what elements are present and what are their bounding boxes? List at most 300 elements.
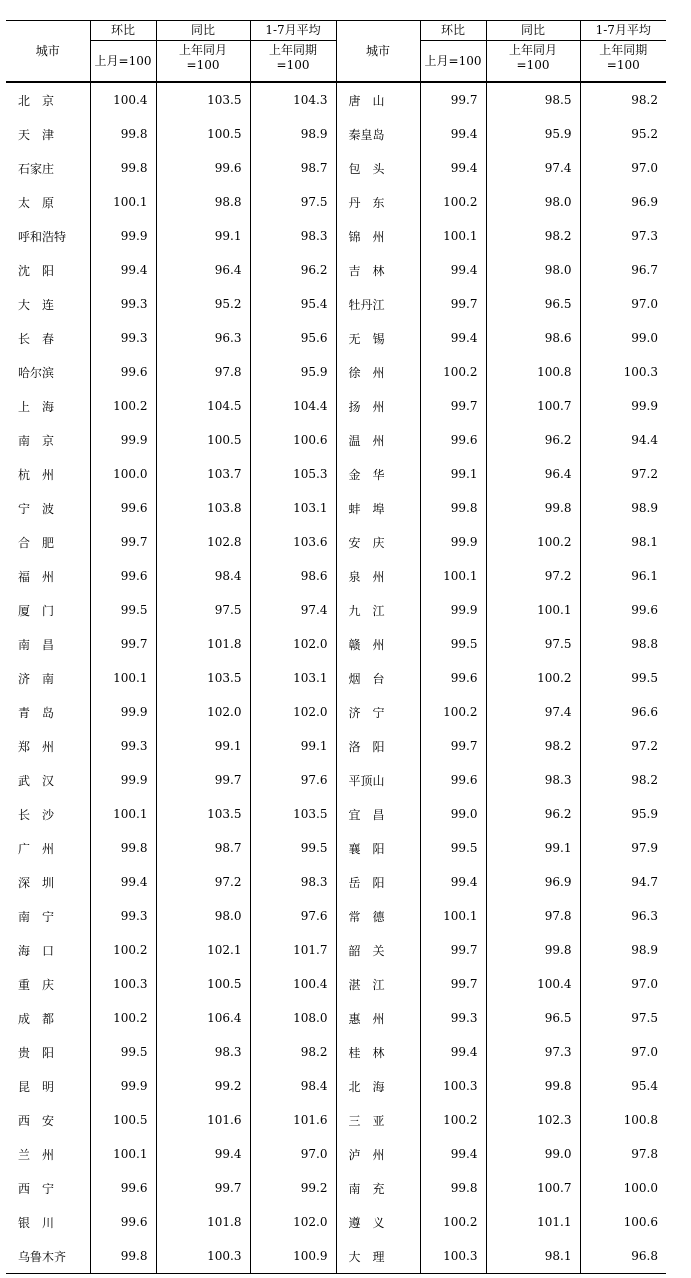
mom-value-right: 100.2	[420, 1205, 486, 1239]
avg-value-right: 98.1	[580, 525, 666, 559]
city-name-left: 北 京	[18, 93, 55, 108]
avg-base-line1: 上年同期	[599, 43, 648, 57]
city-name-right: 徐 州	[336, 355, 420, 389]
mom-value-right: 100.2	[420, 695, 486, 729]
avg-value-right: 97.0	[580, 287, 666, 321]
avg-value-right: 99.9	[580, 389, 666, 423]
city-name-left: 福 州	[18, 569, 55, 584]
avg-value-right: 97.0	[580, 151, 666, 185]
city-name-left: 广 州	[18, 841, 55, 856]
avg-value-right: 96.6	[580, 695, 666, 729]
mom-value-left: 99.6	[90, 559, 156, 593]
city-name-right: 桂 林	[336, 1035, 420, 1069]
mom-value-left: 100.3	[90, 967, 156, 1001]
yoy-base-line2: =100	[186, 58, 220, 72]
avg-value-left: 98.7	[250, 151, 336, 185]
city-header-left: 城市	[6, 21, 90, 83]
yoy-value-left: 101.8	[156, 627, 250, 661]
avg-value-right: 95.4	[580, 1069, 666, 1103]
avg-header-left: 1-7月平均	[250, 21, 336, 41]
city-name-right: 蚌 埠	[336, 491, 420, 525]
yoy-value-left: 100.3	[156, 1239, 250, 1274]
mom-value-left: 100.1	[90, 661, 156, 695]
avg-value-right: 97.0	[580, 1035, 666, 1069]
yoy-value-right: 98.6	[486, 321, 580, 355]
city-name-right: 襄 阳	[336, 831, 420, 865]
city-name-right: 丹 东	[336, 185, 420, 219]
city-name-right: 唐 山	[336, 82, 420, 117]
yoy-value-left: 102.0	[156, 695, 250, 729]
avg-base-left	[250, 41, 336, 83]
avg-value-left: 97.0	[250, 1137, 336, 1171]
avg-value-right: 98.9	[580, 933, 666, 967]
city-name-left: 深 圳	[18, 875, 55, 890]
yoy-header-right: 同比	[486, 21, 580, 41]
yoy-base-left	[156, 41, 250, 83]
mom-value-left: 99.6	[90, 1205, 156, 1239]
mom-value-right: 99.4	[420, 253, 486, 287]
yoy-value-right: 100.8	[486, 355, 580, 389]
avg-value-right: 97.0	[580, 967, 666, 1001]
city-name-right: 泸 州	[336, 1137, 420, 1171]
yoy-base-right	[486, 41, 580, 83]
avg-value-right: 99.0	[580, 321, 666, 355]
mom-value-left: 99.6	[90, 355, 156, 389]
avg-value-right: 96.9	[580, 185, 666, 219]
mom-value-left: 100.2	[90, 389, 156, 423]
mom-value-right: 99.6	[420, 423, 486, 457]
avg-value-left: 104.3	[250, 82, 336, 117]
avg-value-right: 98.2	[580, 763, 666, 797]
city-name-left: 宁 波	[18, 501, 55, 516]
city-name-left: 南 宁	[18, 909, 55, 924]
city-name-left: 南 昌	[18, 637, 55, 652]
avg-value-left: 95.9	[250, 355, 336, 389]
city-name-right: 九 江	[336, 593, 420, 627]
city-name-left: 西 安	[18, 1113, 55, 1128]
table-row	[6, 967, 666, 1001]
avg-value-left: 97.6	[250, 763, 336, 797]
yoy-value-right: 97.4	[486, 151, 580, 185]
city-name-left: 海 口	[18, 943, 55, 958]
city-name-left: 哈尔滨	[18, 365, 55, 380]
table-row	[6, 355, 666, 389]
mom-value-right: 99.7	[420, 729, 486, 763]
mom-value-right: 99.9	[420, 525, 486, 559]
mom-value-right: 99.0	[420, 797, 486, 831]
avg-value-right: 100.8	[580, 1103, 666, 1137]
mom-value-right: 99.8	[420, 491, 486, 525]
avg-value-left: 98.4	[250, 1069, 336, 1103]
mom-value-left: 99.9	[90, 219, 156, 253]
mom-base-label: 上月=100	[94, 53, 152, 68]
avg-value-left: 98.6	[250, 559, 336, 593]
city-name-right: 金 华	[336, 457, 420, 491]
avg-value-right: 94.4	[580, 423, 666, 457]
city-name-right: 平顶山	[336, 763, 420, 797]
yoy-value-right: 96.9	[486, 865, 580, 899]
avg-value-right: 96.3	[580, 899, 666, 933]
avg-value-right: 94.7	[580, 865, 666, 899]
table-row	[6, 729, 666, 763]
yoy-value-right: 99.8	[486, 491, 580, 525]
city-name-right: 大 理	[336, 1239, 420, 1274]
yoy-base-line2: =100	[516, 58, 550, 72]
avg-value-left: 101.6	[250, 1103, 336, 1137]
mom-value-left: 99.3	[90, 899, 156, 933]
yoy-value-left: 97.8	[156, 355, 250, 389]
mom-value-right: 99.8	[420, 1171, 486, 1205]
city-name-left: 武 汉	[18, 773, 55, 788]
avg-value-left: 98.3	[250, 219, 336, 253]
city-name-left: 济 南	[18, 671, 55, 686]
yoy-value-left: 100.5	[156, 423, 250, 457]
city-name-right: 牡丹江	[336, 287, 420, 321]
yoy-value-right: 98.2	[486, 729, 580, 763]
table-row	[6, 627, 666, 661]
table-row	[6, 1137, 666, 1171]
avg-value-left: 99.1	[250, 729, 336, 763]
mom-value-right: 100.1	[420, 559, 486, 593]
yoy-value-left: 98.3	[156, 1035, 250, 1069]
yoy-value-right: 96.5	[486, 287, 580, 321]
mom-value-left: 99.4	[90, 865, 156, 899]
yoy-value-right: 98.1	[486, 1239, 580, 1274]
table-row	[6, 321, 666, 355]
table-row	[6, 287, 666, 321]
avg-base-line1: 上年同期	[268, 43, 317, 57]
yoy-base-line1: 上年同月	[178, 43, 227, 57]
yoy-value-left: 104.5	[156, 389, 250, 423]
city-name-left: 大 连	[18, 297, 55, 312]
city-name-left: 呼和浩特	[18, 229, 67, 244]
avg-value-left: 103.6	[250, 525, 336, 559]
mom-value-left: 99.8	[90, 117, 156, 151]
city-name-right: 岳 阳	[336, 865, 420, 899]
mom-value-right: 99.5	[420, 627, 486, 661]
table-row	[6, 1069, 666, 1103]
yoy-value-right: 98.0	[486, 253, 580, 287]
yoy-value-right: 99.8	[486, 1069, 580, 1103]
yoy-value-right: 101.1	[486, 1205, 580, 1239]
mom-value-left: 100.5	[90, 1103, 156, 1137]
yoy-value-left: 101.8	[156, 1205, 250, 1239]
yoy-value-left: 98.0	[156, 899, 250, 933]
yoy-value-left: 99.6	[156, 151, 250, 185]
mom-value-left: 100.1	[90, 797, 156, 831]
yoy-value-left: 103.5	[156, 661, 250, 695]
table-row	[6, 491, 666, 525]
yoy-value-right: 98.3	[486, 763, 580, 797]
table-row	[6, 899, 666, 933]
yoy-value-right: 100.1	[486, 593, 580, 627]
yoy-value-left: 97.5	[156, 593, 250, 627]
avg-value-left: 108.0	[250, 1001, 336, 1035]
yoy-value-left: 98.4	[156, 559, 250, 593]
yoy-value-left: 106.4	[156, 1001, 250, 1035]
mom-value-right: 99.4	[420, 1137, 486, 1171]
yoy-value-left: 99.1	[156, 729, 250, 763]
avg-value-left: 99.2	[250, 1171, 336, 1205]
table-row	[6, 423, 666, 457]
mom-value-left: 99.8	[90, 831, 156, 865]
city-header-right: 城市	[336, 21, 420, 83]
avg-value-left: 103.1	[250, 661, 336, 695]
yoy-value-right: 96.2	[486, 797, 580, 831]
avg-value-right: 97.2	[580, 729, 666, 763]
avg-value-left: 100.4	[250, 967, 336, 1001]
city-name-left: 青 岛	[18, 705, 55, 720]
avg-header-right: 1-7月平均	[580, 21, 666, 41]
yoy-value-right: 100.4	[486, 967, 580, 1001]
city-name-left: 厦 门	[18, 603, 55, 618]
mom-value-left: 99.3	[90, 729, 156, 763]
mom-value-left: 99.4	[90, 253, 156, 287]
city-name-right: 烟 台	[336, 661, 420, 695]
avg-value-right: 97.5	[580, 1001, 666, 1035]
mom-value-left: 99.9	[90, 695, 156, 729]
city-name-left: 重 庆	[18, 977, 55, 992]
table-row	[6, 1103, 666, 1137]
mom-value-right: 100.3	[420, 1239, 486, 1274]
city-name-right: 温 州	[336, 423, 420, 457]
yoy-value-right: 96.5	[486, 1001, 580, 1035]
mom-value-left: 100.2	[90, 933, 156, 967]
table-body	[6, 82, 666, 1274]
avg-value-left: 101.7	[250, 933, 336, 967]
yoy-value-right: 96.2	[486, 423, 580, 457]
city-name-left: 合 肥	[18, 535, 55, 550]
yoy-value-left: 103.8	[156, 491, 250, 525]
yoy-value-left: 98.8	[156, 185, 250, 219]
mom-value-left: 99.6	[90, 1171, 156, 1205]
city-name-right: 泉 州	[336, 559, 420, 593]
table-row	[6, 117, 666, 151]
mom-value-right: 99.4	[420, 151, 486, 185]
mom-value-right: 99.1	[420, 457, 486, 491]
city-name-right: 秦皇岛	[336, 117, 420, 151]
mom-value-left: 99.3	[90, 287, 156, 321]
yoy-value-left: 99.7	[156, 763, 250, 797]
mom-value-left: 99.7	[90, 627, 156, 661]
avg-value-left: 98.3	[250, 865, 336, 899]
mom-value-right: 99.3	[420, 1001, 486, 1035]
avg-value-left: 99.5	[250, 831, 336, 865]
yoy-value-right: 97.8	[486, 899, 580, 933]
yoy-value-left: 99.4	[156, 1137, 250, 1171]
mom-value-right: 99.6	[420, 661, 486, 695]
yoy-value-left: 96.3	[156, 321, 250, 355]
table-row	[6, 82, 666, 117]
yoy-value-right: 99.0	[486, 1137, 580, 1171]
city-name-right: 吉 林	[336, 253, 420, 287]
city-name-right: 常 德	[336, 899, 420, 933]
yoy-value-right: 98.5	[486, 82, 580, 117]
table-row	[6, 865, 666, 899]
avg-value-left: 95.4	[250, 287, 336, 321]
table-row	[6, 933, 666, 967]
mom-value-right: 99.7	[420, 287, 486, 321]
mom-value-right: 100.1	[420, 899, 486, 933]
avg-value-right: 96.1	[580, 559, 666, 593]
mom-base-right	[420, 41, 486, 83]
table-row	[6, 1035, 666, 1069]
yoy-value-left: 100.5	[156, 117, 250, 151]
yoy-header-left: 同比	[156, 21, 250, 41]
avg-value-left: 103.1	[250, 491, 336, 525]
city-name-left: 上 海	[18, 399, 55, 414]
city-name-left: 郑 州	[18, 739, 55, 754]
avg-value-left: 100.9	[250, 1239, 336, 1274]
yoy-value-right: 96.4	[486, 457, 580, 491]
city-name-right: 宜 昌	[336, 797, 420, 831]
table-row	[6, 763, 666, 797]
table-row	[6, 831, 666, 865]
mom-value-left: 99.8	[90, 1239, 156, 1274]
avg-value-right: 100.3	[580, 355, 666, 389]
city-name-right: 洛 阳	[336, 729, 420, 763]
avg-value-left: 102.0	[250, 695, 336, 729]
price-index-table	[6, 20, 666, 1274]
avg-base-right	[580, 41, 666, 83]
table-row	[6, 1001, 666, 1035]
avg-value-right: 96.8	[580, 1239, 666, 1274]
mom-value-left: 99.9	[90, 1069, 156, 1103]
city-name-left: 成 都	[18, 1011, 55, 1026]
city-name-left: 太 原	[18, 195, 55, 210]
mom-value-left: 100.2	[90, 1001, 156, 1035]
avg-value-left: 102.0	[250, 1205, 336, 1239]
mom-value-right: 100.3	[420, 1069, 486, 1103]
city-name-right: 北 海	[336, 1069, 420, 1103]
yoy-value-left: 96.4	[156, 253, 250, 287]
mom-value-right: 99.7	[420, 389, 486, 423]
mom-value-left: 99.9	[90, 423, 156, 457]
mom-value-right: 99.6	[420, 763, 486, 797]
table-row	[6, 559, 666, 593]
mom-value-left: 99.5	[90, 593, 156, 627]
yoy-value-left: 99.1	[156, 219, 250, 253]
avg-value-left: 96.2	[250, 253, 336, 287]
yoy-value-right: 98.0	[486, 185, 580, 219]
avg-value-left: 97.6	[250, 899, 336, 933]
avg-value-right: 97.8	[580, 1137, 666, 1171]
city-name-right: 锦 州	[336, 219, 420, 253]
avg-value-left: 105.3	[250, 457, 336, 491]
yoy-value-left: 99.7	[156, 1171, 250, 1205]
yoy-value-right: 99.1	[486, 831, 580, 865]
avg-value-right: 98.9	[580, 491, 666, 525]
avg-value-left: 95.6	[250, 321, 336, 355]
yoy-value-right: 100.7	[486, 389, 580, 423]
avg-value-right: 100.0	[580, 1171, 666, 1205]
city-name-left: 杭 州	[18, 467, 55, 482]
avg-value-right: 97.3	[580, 219, 666, 253]
avg-value-right: 100.6	[580, 1205, 666, 1239]
mom-value-right: 99.7	[420, 82, 486, 117]
avg-value-left: 98.2	[250, 1035, 336, 1069]
city-name-left: 昆 明	[18, 1079, 55, 1094]
mom-value-left: 99.7	[90, 525, 156, 559]
city-name-left: 贵 阳	[18, 1045, 55, 1060]
yoy-value-left: 99.2	[156, 1069, 250, 1103]
avg-value-left: 104.4	[250, 389, 336, 423]
avg-value-left: 100.6	[250, 423, 336, 457]
table-row	[6, 797, 666, 831]
avg-value-right: 97.2	[580, 457, 666, 491]
city-name-left: 天 津	[18, 127, 55, 142]
table-row	[6, 389, 666, 423]
avg-value-left: 98.9	[250, 117, 336, 151]
mom-value-left: 99.8	[90, 151, 156, 185]
yoy-value-left: 98.7	[156, 831, 250, 865]
table-row	[6, 457, 666, 491]
yoy-value-left: 103.5	[156, 797, 250, 831]
city-name-right: 南 充	[336, 1171, 420, 1205]
yoy-base-line1: 上年同月	[508, 43, 557, 57]
mom-value-left: 100.0	[90, 457, 156, 491]
city-name-left: 石家庄	[18, 161, 55, 176]
mom-value-right: 100.2	[420, 1103, 486, 1137]
city-name-right: 包 头	[336, 151, 420, 185]
yoy-value-right: 97.5	[486, 627, 580, 661]
city-name-left: 长 沙	[18, 807, 55, 822]
yoy-value-right: 100.7	[486, 1171, 580, 1205]
avg-value-right: 98.8	[580, 627, 666, 661]
table-row	[6, 1171, 666, 1205]
mom-value-left: 100.1	[90, 1137, 156, 1171]
city-name-right: 湛 江	[336, 967, 420, 1001]
table-row	[6, 1205, 666, 1239]
mom-value-right: 99.4	[420, 117, 486, 151]
mom-header-left: 环比	[90, 21, 156, 41]
city-name-right: 三 亚	[336, 1103, 420, 1137]
city-name-right: 无 锡	[336, 321, 420, 355]
city-name-right: 韶 关	[336, 933, 420, 967]
mom-value-left: 99.9	[90, 763, 156, 797]
yoy-value-right: 100.2	[486, 525, 580, 559]
mom-value-left: 100.4	[90, 82, 156, 117]
mom-value-right: 100.2	[420, 355, 486, 389]
yoy-value-right: 100.2	[486, 661, 580, 695]
avg-value-right: 99.5	[580, 661, 666, 695]
yoy-value-right: 97.2	[486, 559, 580, 593]
avg-value-right: 99.6	[580, 593, 666, 627]
city-name-left: 银 川	[18, 1215, 55, 1230]
table-row	[6, 593, 666, 627]
yoy-value-right: 102.3	[486, 1103, 580, 1137]
mom-value-right: 100.2	[420, 185, 486, 219]
avg-value-left: 97.5	[250, 185, 336, 219]
mom-value-left: 99.6	[90, 491, 156, 525]
city-name-right: 济 宁	[336, 695, 420, 729]
table-header	[6, 21, 666, 83]
avg-value-right: 97.9	[580, 831, 666, 865]
city-name-left: 长 春	[18, 331, 55, 346]
mom-value-right: 99.7	[420, 933, 486, 967]
yoy-value-right: 95.9	[486, 117, 580, 151]
mom-value-right: 99.4	[420, 865, 486, 899]
table-row	[6, 151, 666, 185]
avg-value-left: 103.5	[250, 797, 336, 831]
table-row	[6, 525, 666, 559]
avg-value-left: 102.0	[250, 627, 336, 661]
city-name-right: 安 庆	[336, 525, 420, 559]
mom-value-right: 99.4	[420, 321, 486, 355]
mom-base-left	[90, 41, 156, 83]
mom-value-right: 100.1	[420, 219, 486, 253]
yoy-value-right: 99.8	[486, 933, 580, 967]
